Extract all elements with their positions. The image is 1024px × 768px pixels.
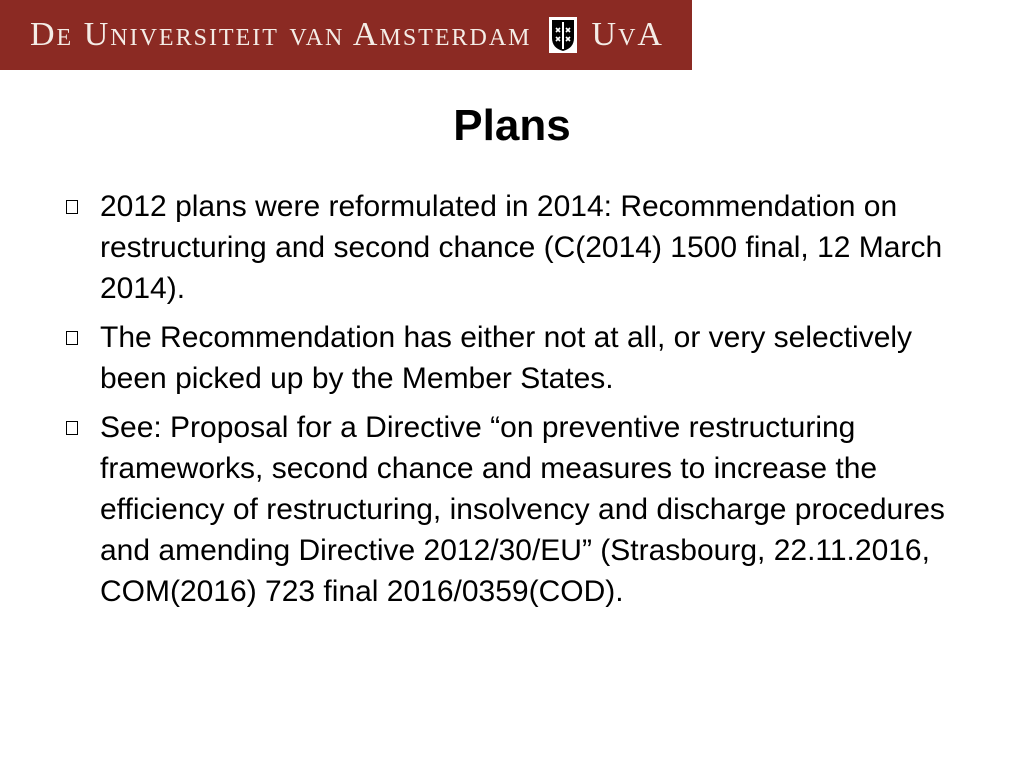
slide-title: Plans xyxy=(453,101,571,150)
bullet-marker-icon xyxy=(66,421,78,435)
bullet-item xyxy=(62,317,982,399)
bullet-marker-icon xyxy=(66,331,78,345)
bullet-text: The Recommendation has either not at all, or very selectively been picked up by the Member States. xyxy=(100,321,913,395)
university-banner xyxy=(0,0,692,70)
bullet-list xyxy=(62,186,982,620)
university-name: De Universiteit van Amsterdam xyxy=(30,16,532,53)
university-crest-icon xyxy=(548,16,578,54)
bullet-text: See: Proposal for a Directive “on preventive restructuring frameworks, second chance and measures to increase the efficiency of restructuring, insolvency and discharge procedures and amending Directive 2012/30/EU” (Strasbourg, 22.11.2016, COM(2016) 723 final 2016/0359(COD). xyxy=(100,411,945,608)
university-abbreviation: UvA xyxy=(591,16,664,53)
bullet-item xyxy=(62,186,982,309)
bullet-item xyxy=(62,407,982,612)
bullet-marker-icon xyxy=(66,200,78,214)
bullet-text: 2012 plans were reformulated in 2014: Recommendation on restructuring and second chance (C(2014) 1500 final, 12 March 2014). xyxy=(100,190,943,305)
